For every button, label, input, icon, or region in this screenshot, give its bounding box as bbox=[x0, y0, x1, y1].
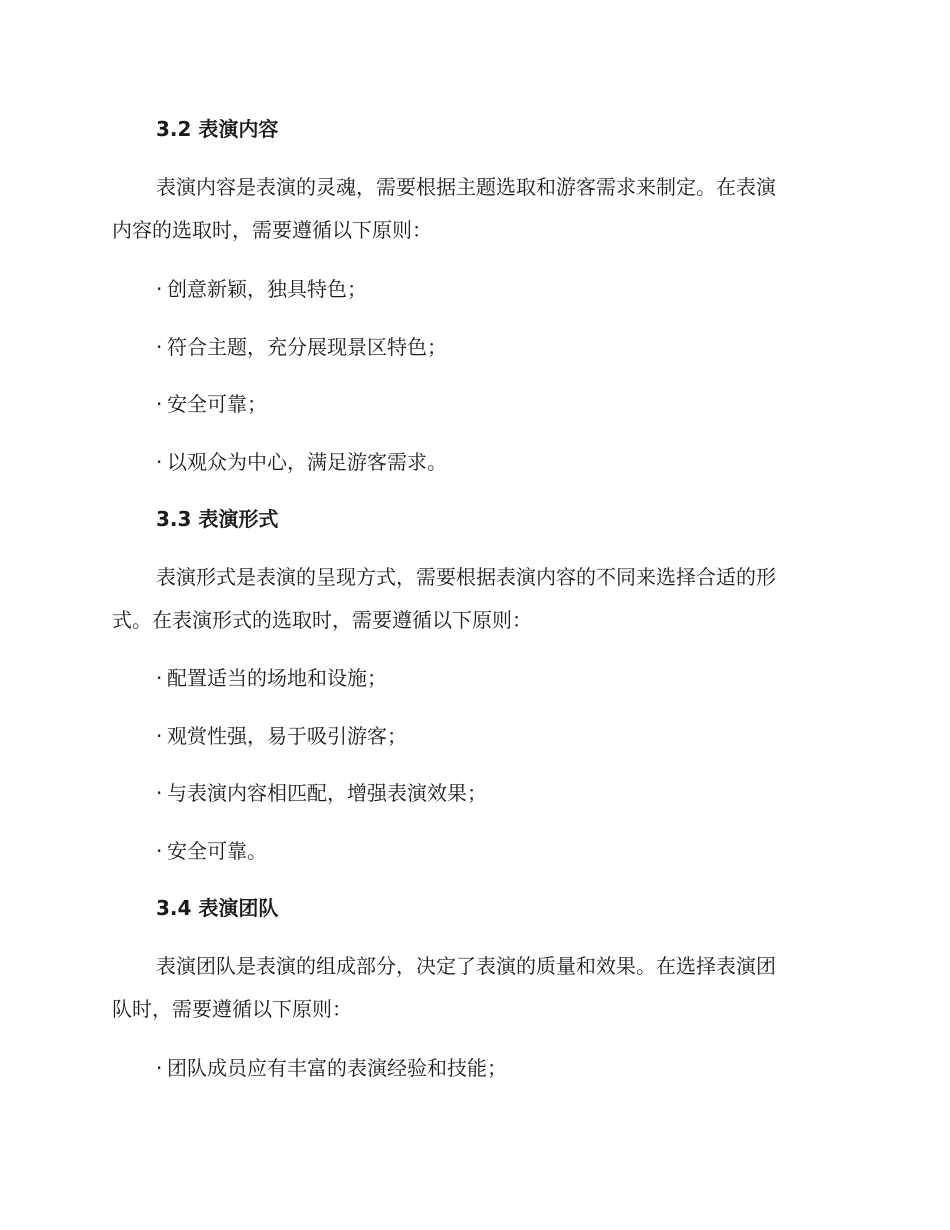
bullet-mark: · bbox=[156, 335, 163, 359]
bullet-mark: · bbox=[156, 392, 163, 416]
bullet-mark: · bbox=[156, 839, 163, 863]
section-heading: 3.2 表演内容 bbox=[156, 117, 279, 141]
paragraph-line: 表演内容是表演的灵魂，需要根据主题选取和游客需求来制定。在表演 bbox=[156, 175, 776, 199]
bullet-item bbox=[156, 390, 267, 418]
paragraph-line: 内容的选取时，需要遵循以下原则： bbox=[112, 218, 432, 242]
bullet-item bbox=[156, 448, 447, 476]
bullet-item bbox=[156, 275, 367, 303]
paragraph-line: 表演形式是表演的呈现方式，需要根据表演内容的不同来选择合适的形 bbox=[156, 565, 776, 589]
bullet-mark: · bbox=[156, 724, 163, 748]
bullet-text: 配置适当的场地和设施； bbox=[167, 666, 387, 690]
bullet-text: 符合主题，充分展现景区特色； bbox=[167, 335, 447, 359]
bullet-item bbox=[156, 664, 387, 692]
bullet-item bbox=[156, 779, 487, 807]
bullet-text: 创意新颖，独具特色； bbox=[167, 277, 367, 301]
paragraph-line: 表演团队是表演的组成部分，决定了表演的质量和效果。在选择表演团 bbox=[156, 954, 776, 978]
bullet-mark: · bbox=[156, 666, 163, 690]
paragraph-line: 式。在表演形式的选取时，需要遵循以下原则： bbox=[112, 608, 532, 632]
bullet-text: 与表演内容相匹配，增强表演效果； bbox=[167, 781, 487, 805]
bullet-item bbox=[156, 722, 407, 750]
bullet-text: 安全可靠； bbox=[167, 392, 267, 416]
bullet-text: 以观众为中心，满足游客需求。 bbox=[167, 450, 447, 474]
bullet-mark: · bbox=[156, 781, 163, 805]
paragraph-line: 队时，需要遵循以下原则： bbox=[112, 997, 352, 1021]
bullet-mark: · bbox=[156, 1056, 163, 1080]
section-heading: 3.3 表演形式 bbox=[156, 507, 279, 531]
bullet-item bbox=[156, 333, 447, 361]
bullet-text: 观赏性强，易于吸引游客； bbox=[167, 724, 407, 748]
bullet-item bbox=[156, 837, 267, 865]
bullet-text: 团队成员应有丰富的表演经验和技能； bbox=[167, 1056, 507, 1080]
bullet-mark: · bbox=[156, 450, 163, 474]
bullet-item bbox=[156, 1054, 507, 1082]
section-heading: 3.4 表演团队 bbox=[156, 896, 279, 920]
bullet-text: 安全可靠。 bbox=[167, 839, 267, 863]
bullet-mark: · bbox=[156, 277, 163, 301]
